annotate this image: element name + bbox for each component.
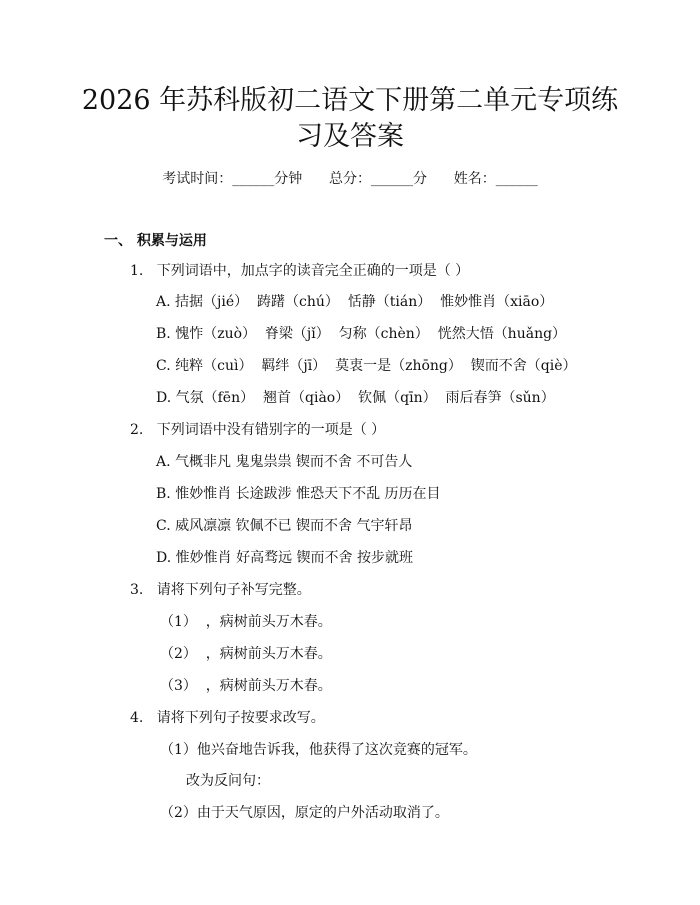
- question-3-stem: 3. 请将下列句子补写完整。: [130, 582, 311, 598]
- question-1-option-c: C. 纯粹（cuì） 羁绊（jī） 莫衷一是（zhōng） 锲而不舍（qiè）: [156, 358, 577, 374]
- question-4-item-2: （2）由于天气原因，原定的户外活动取消了。: [160, 805, 449, 821]
- question-2-option-a: A. 气概非凡 鬼鬼祟祟 锲而不舍 不可告人: [156, 454, 413, 470]
- section-heading: 一、 积累与运用: [104, 233, 207, 249]
- question-2-stem: 2. 下列词语中没有错别字的一项是（ ）: [130, 422, 386, 438]
- question-4-stem: 4. 请将下列句子按要求改写。: [130, 710, 325, 726]
- question-4-item-1: （1）他兴奋地告诉我，他获得了这次竞赛的冠军。: [160, 742, 477, 758]
- exam-info: 考试时间：______分钟 总分：______分 姓名：______: [162, 171, 538, 187]
- question-2-option-c: C. 威风凛凛 钦佩不已 锲而不舍 气宇轩昂: [156, 518, 413, 534]
- question-3-item-3: （3） ，病树前头万木春。: [160, 678, 332, 694]
- question-1-stem: 1. 下列词语中，加点字的读音完全正确的一项是（ ）: [130, 263, 470, 279]
- question-4-item-1-instruction: 改为反问句：: [186, 773, 270, 789]
- question-1-option-d: D. 气氛（fēn） 翘首（qiào） 钦佩（qīn） 雨后春笋（sǔn）: [156, 390, 555, 406]
- question-1-option-a: A. 拮据（jié） 踌躇（chú） 恬静（tián） 惟妙惟肖（xiāo）: [156, 294, 554, 310]
- question-2-option-b: B. 惟妙惟肖 长途跋涉 惟恐天下不乱 历历在目: [156, 486, 441, 502]
- question-2-option-d: D. 惟妙惟肖 好高骛远 锲而不舍 按步就班: [156, 550, 413, 566]
- question-3-item-1: （1） ，病树前头万木春。: [160, 614, 332, 630]
- question-3-item-2: （2） ，病树前头万木春。: [160, 646, 332, 662]
- question-1-option-b: B. 愧怍（zuò） 脊梁（jǐ） 匀称（chèn） 恍然大悟（huǎng）: [156, 326, 567, 342]
- document-title-line2: 习及答案: [296, 121, 404, 152]
- document-title-line1: 2026 年苏科版初二语文下册第二单元专项练: [81, 85, 619, 116]
